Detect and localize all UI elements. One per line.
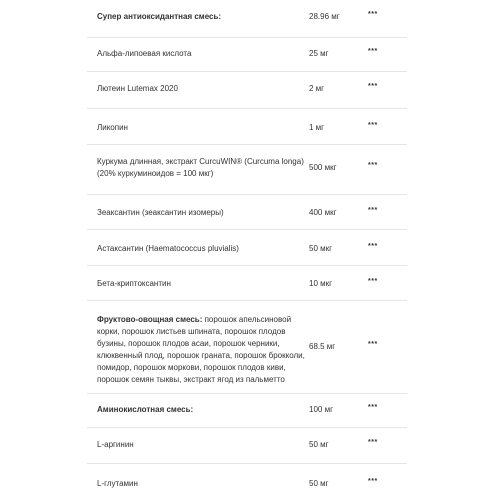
table-row <box>87 464 407 494</box>
ingredient-amount: 50 мг <box>309 479 329 488</box>
table-row <box>87 0 407 38</box>
ingredient-amount: 50 мг <box>309 440 329 449</box>
ingredient-amount: 400 мкг <box>309 208 337 217</box>
ingredient-amount: 68.5 мг <box>309 342 336 351</box>
table-row <box>87 145 407 195</box>
ingredient-amount: 2 мг <box>309 84 325 93</box>
ingredient-name-bold: Фруктово-овощная смесь: <box>97 315 203 324</box>
ingredient-name: Астаксантин (Haematococcus pluvialis) <box>97 244 239 253</box>
table-row <box>87 428 407 464</box>
table-row <box>87 266 407 301</box>
nutrition-table <box>87 0 407 494</box>
ingredient-name: Альфа-липоевая кислота <box>97 49 192 58</box>
daily-value: *** <box>368 83 378 90</box>
ingredient-name: Лютеин Lutemax 2020 <box>97 84 178 93</box>
ingredient-amount: 10 мкг <box>309 279 333 288</box>
ingredient-name: Ликопин <box>97 123 128 132</box>
daily-value: *** <box>368 278 378 285</box>
ingredient-amount: 100 мг <box>309 405 333 414</box>
daily-value: *** <box>368 162 378 169</box>
ingredient-name: L-глутамин <box>97 479 138 488</box>
ingredient-name: Куркума длинная, экстракт CurcuWIN® (Curcuma longa) (20% куркуминоидов = 100 мкг) <box>97 157 304 178</box>
ingredient-amount: 25 мг <box>309 49 329 58</box>
ingredient-amount: 50 мкг <box>309 244 333 253</box>
ingredient-name <box>97 314 305 386</box>
ingredient-name: Бета-криптоксантин <box>97 279 171 288</box>
table-row <box>87 38 407 72</box>
table-row <box>87 230 407 266</box>
ingredient-amount: 500 мкг <box>309 163 337 172</box>
ingredient-name: Аминокислотная смесь: <box>97 405 194 414</box>
daily-value: *** <box>368 207 378 214</box>
ingredient-name: Зеаксантин (зеаксантин изомеры) <box>97 208 224 217</box>
table-row <box>87 394 407 428</box>
ingredient-name-rest: порошок апельсиновой корки, порошок листьев шпината, порошок плодов бузины, порошок плодов асаи, порошок черники, клюквенный плод, порошок граната, порошок брокколи, помидор, порошок моркови, порошок плодов киви, порошок семян тыквы, экстракт ягод из пальметто <box>97 315 305 384</box>
ingredient-amount: 28.96 мг <box>309 12 340 21</box>
daily-value: *** <box>368 341 378 348</box>
ingredient-name: L-аргинин <box>97 440 134 449</box>
ingredient-name: Супер антиоксидантная смесь: <box>97 12 222 21</box>
daily-value: *** <box>368 439 378 446</box>
daily-value: *** <box>368 48 378 55</box>
daily-value: *** <box>368 11 378 18</box>
table-row <box>87 195 407 230</box>
table-row <box>87 301 407 394</box>
ingredient-amount: 1 мг <box>309 123 325 132</box>
daily-value: *** <box>368 478 378 485</box>
daily-value: *** <box>368 243 378 250</box>
daily-value: *** <box>368 404 378 411</box>
daily-value: *** <box>368 122 378 129</box>
table-row <box>87 72 407 109</box>
table-row <box>87 109 407 145</box>
